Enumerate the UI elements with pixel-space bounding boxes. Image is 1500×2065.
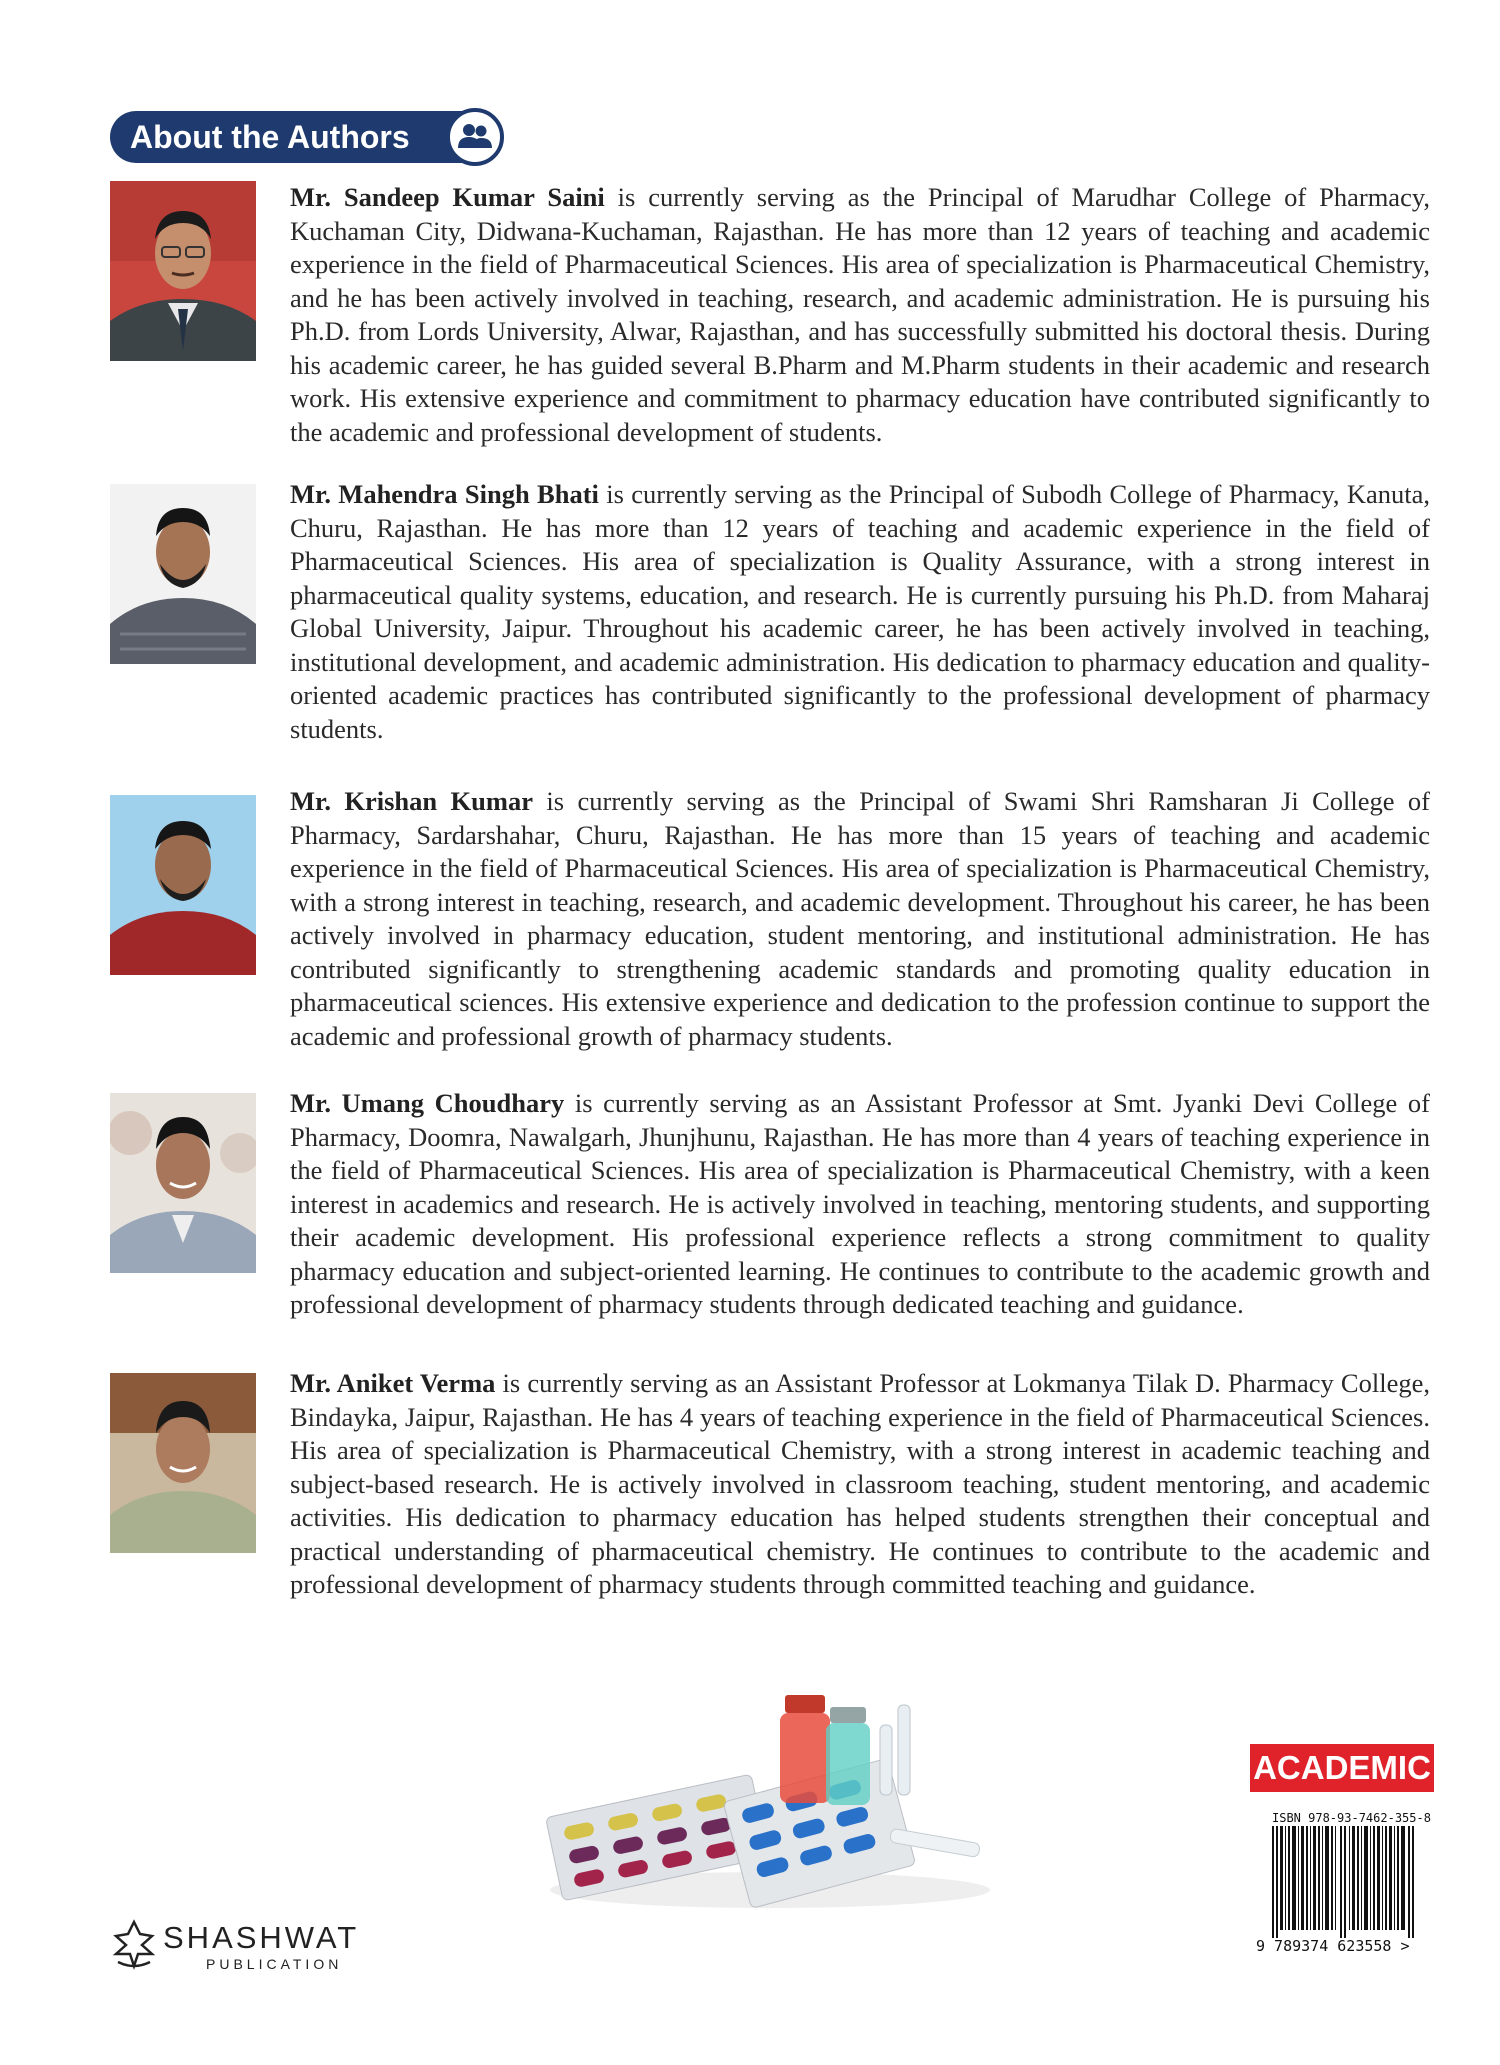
barcode [1272, 1826, 1418, 1938]
barcode-digits: 9 789374 623558 > [1256, 1937, 1410, 1955]
publisher-subtitle: PUBLICATION [206, 1956, 343, 1972]
author-bio: is currently serving as the Principal of Subodh College of Pharmacy, Kanuta, Churu, Rajasthan. He has more than 12 years of teaching and academic experience in the field of Pharmaceutical Sciences. His area of specialization is Quality Assurance, with a strong interest in pharmaceutical quality systems, education, and research. He is currently pursuing his Ph.D. from Maharaj Global University, Jaipur. Throughout his academic career, he has been actively involved in teaching, institutional development, and academic administration. His dedication to pharmacy education and quality-oriented academic practices has contributed significantly to the professional development of pharmacy students. [290, 479, 1430, 744]
author-photo [110, 1373, 256, 1553]
author-bio: is currently serving as the Principal of Marudhar College of Pharmacy, Kuchaman City, Didwana-Kuchaman, Rajasthan. He has more than 12 years of teaching and academic experience in the field of Pharmaceutical Sciences. His area of specialization is Pharmaceutical Chemistry, and he has been actively involved in teaching, research, and academic administration. He is pursuing his Ph.D. from Lords University, Alwar, Rajasthan, and has successfully submitted his doctoral thesis. During his academic career, he has guided several B.Pharm and M.Pharm students in their academic and research work. His extensive experience and commitment to pharmacy education have contributed significantly to the academic and professional development of students. [290, 182, 1430, 447]
author-photo [110, 484, 256, 664]
isbn-label: ISBN 978-93-7462-355-8 [1272, 1811, 1431, 1825]
author-name: Mr. Sandeep Kumar Saini [290, 182, 605, 212]
author-name: Mr. Krishan Kumar [290, 786, 533, 816]
author-photo [110, 181, 256, 361]
publisher-name: SHASHWAT [163, 1920, 360, 1955]
author-name: Mr. Umang Choudhary [290, 1088, 565, 1118]
author-name: Mr. Aniket Verma [290, 1368, 496, 1398]
author-bio: is currently serving as the Principal of Swami Shri Ramsharan Ji College of Pharmacy, Sardarshahar, Churu, Rajasthan. He has more than 15 years of teaching and academic experience in the field of Pharmaceutical Sciences. His area of specialization is Pharmaceutical Chemistry, with a strong interest in teaching, research, and academic development. Throughout his career, he has been actively involved in pharmacy education, student mentoring, and institutional administration. He has contributed significantly to strengthening academic standards and promoting quality education in pharmaceutical sciences. His extensive experience and dedication to the profession continue to support the academic and professional growth of pharmacy students. [290, 786, 1430, 1051]
author-photo [110, 1093, 256, 1273]
author-name: Mr. Mahendra Singh Bhati [290, 479, 599, 509]
category-badge: ACADEMIC [1250, 1744, 1434, 1792]
publisher-emblem-icon [108, 1918, 160, 1970]
author-photo [110, 795, 256, 975]
author-bio: is currently serving as an Assistant Professor at Smt. Jyanki Devi College of Pharmacy, Doomra, Nawalgarh, Jhunjhunu, Rajasthan. He has more than 4 years of teaching experience in the field of Pharmaceutical Sciences. His area of specialization is Pharmaceutical Chemistry, with a keen interest in academics and research. He is actively involved in teaching, mentoring students, and supporting their academic development. His professional experience reflects a strong commitment to quality pharmacy education and subject-oriented learning. He continues to contribute to the academic growth and professional development of pharmacy students through dedicated teaching and guidance. [290, 1088, 1430, 1319]
pharmacy-illustration [530, 1685, 1010, 1915]
author-bio: is currently serving as an Assistant Professor at Lokmanya Tilak D. Pharmacy College, Bindayka, Jaipur, Rajasthan. He has 4 years of teaching experience in the field of Pharmaceutical Sciences. His area of specialization is Pharmaceutical Chemistry, with a strong interest in academic teaching and subject-based research. He is actively involved in classroom teaching, student mentoring, and academic activities. His dedication to pharmacy education has helped students strengthen their conceptual and practical understanding of pharmaceutical chemistry. He continues to contribute to the academic and professional development of pharmacy students through committed teaching and guidance. [290, 1368, 1430, 1599]
users-icon [446, 108, 504, 166]
section-title: About the Authors [110, 111, 470, 163]
